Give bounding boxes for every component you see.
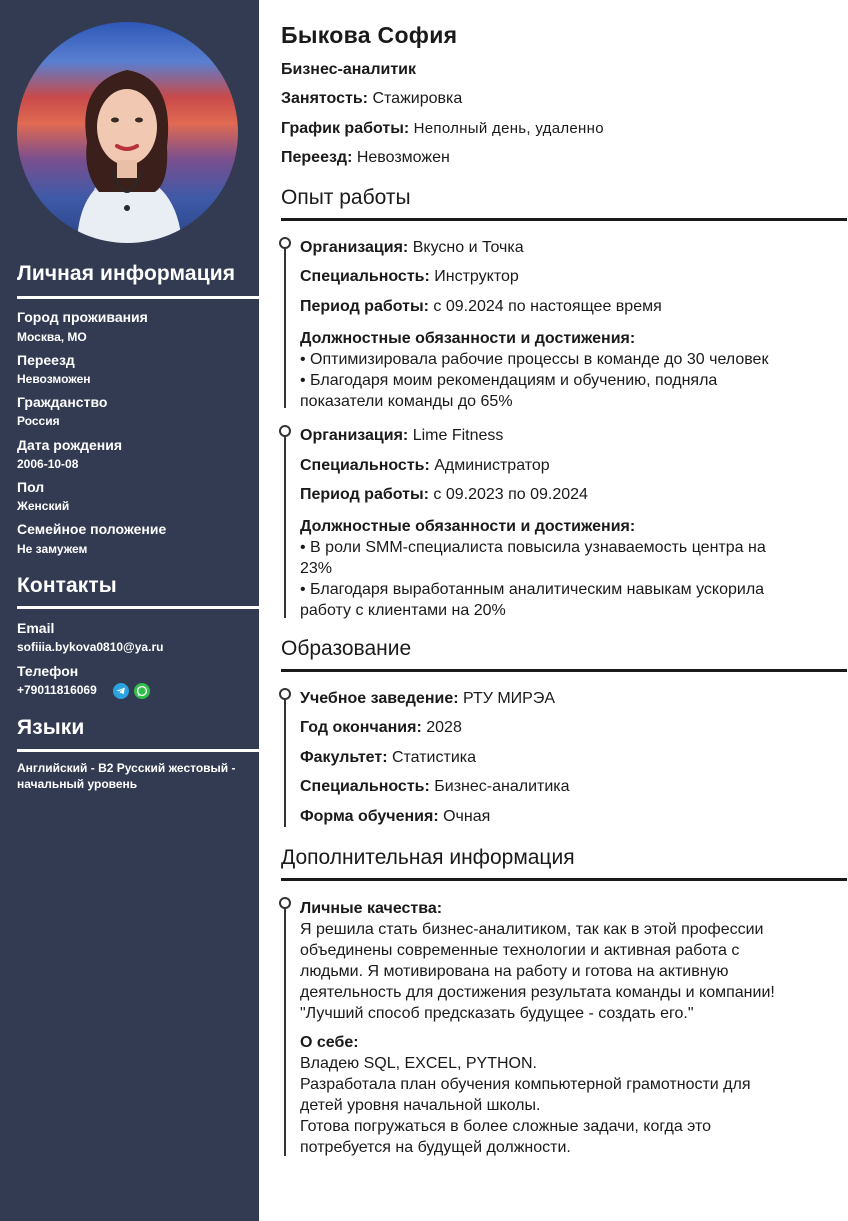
timeline-line bbox=[284, 244, 286, 408]
personal-qualities-line: объединены современные технологии и активная работа с bbox=[300, 942, 740, 959]
citizenship-value: Россия bbox=[17, 414, 60, 428]
email-label: Email bbox=[17, 620, 55, 636]
job-1-specialty-value: Инструктор bbox=[429, 268, 519, 285]
education-faculty-label: Факультет: bbox=[300, 749, 388, 766]
additional-divider bbox=[281, 878, 847, 881]
education-institution-value: РТУ МИРЭА bbox=[458, 690, 555, 707]
personal-info-divider bbox=[17, 296, 259, 299]
education-year-label: Год окончания: bbox=[300, 719, 422, 736]
about-me-line: детей уровня начальной школы. bbox=[300, 1097, 541, 1114]
education-faculty-value: Статистика bbox=[387, 749, 477, 766]
marital-value: Не замужем bbox=[17, 542, 88, 556]
relocation-label: Переезд: bbox=[281, 149, 353, 166]
job-1-duty-line: показатели команды до 65% bbox=[300, 393, 513, 410]
relocation-row bbox=[281, 149, 450, 167]
job-2-period-value: с 09.2023 по 09.2024 bbox=[428, 486, 588, 503]
education-form-value: Очная bbox=[438, 808, 491, 825]
employment-row bbox=[281, 90, 462, 108]
job-2-organization-value: Lime Fitness bbox=[408, 427, 504, 444]
relocation-value: Невозможен bbox=[352, 149, 450, 166]
timeline-dot bbox=[279, 237, 291, 249]
relocation-label: Переезд bbox=[17, 352, 75, 368]
candidate-name: Быкова София bbox=[281, 22, 458, 48]
job-2-duty-line: 23% bbox=[300, 560, 333, 577]
job-2-duty-line: • Благодаря выработанным аналитическим навыкам ускорила bbox=[300, 581, 765, 598]
languages-heading: Языки bbox=[17, 716, 85, 739]
education-institution bbox=[300, 690, 555, 708]
languages-text-line-1: Английский - B2 Русский жестовый - bbox=[17, 761, 236, 775]
education-year bbox=[300, 719, 462, 737]
job-1-duty-line: • Благодаря моим рекомендациям и обучению, подняла bbox=[300, 372, 718, 389]
contacts-heading: Контакты bbox=[17, 574, 117, 597]
job-2-duty-line: работу с клиентами на 20% bbox=[300, 602, 506, 619]
sidebar bbox=[0, 0, 259, 1221]
about-me-line: Готова погружаться в более сложные задачи, когда это bbox=[300, 1118, 712, 1135]
education-institution-label: Учебное заведение: bbox=[300, 690, 459, 707]
job-2-specialty-label: Специальность: bbox=[300, 457, 430, 474]
schedule-row bbox=[281, 120, 604, 138]
city-value: Москва, МО bbox=[17, 330, 87, 344]
timeline-line bbox=[284, 432, 286, 618]
timeline-line bbox=[284, 695, 286, 827]
portrait-illustration bbox=[17, 22, 238, 243]
job-1-specialty-label: Специальность: bbox=[300, 268, 430, 285]
email-link[interactable]: sofiiia.bykova0810@ya.ru bbox=[17, 640, 164, 654]
job-1-duties-label: Должностные обязанности и достижения: bbox=[300, 330, 636, 347]
marital-label: Семейное положение bbox=[17, 521, 167, 537]
schedule-value: Неполный день, удаленно bbox=[409, 120, 604, 137]
citizenship-label: Гражданство bbox=[17, 394, 108, 410]
education-heading: Образование bbox=[281, 637, 412, 660]
city-label: Город проживания bbox=[17, 309, 148, 325]
personal-info-heading: Личная информация bbox=[17, 262, 236, 285]
personal-qualities-line: деятельность для достижения результата команды и компании! bbox=[300, 984, 775, 1001]
about-me-line: потребуется на будущей должности. bbox=[300, 1139, 571, 1156]
timeline-line bbox=[284, 904, 286, 1156]
education-faculty bbox=[300, 749, 476, 767]
job-2-duties bbox=[300, 516, 766, 621]
timeline-dot bbox=[279, 425, 291, 437]
personal-qualities-line: Я решила стать бизнес-аналитиком, так как в этой профессии bbox=[300, 921, 764, 938]
profile-photo bbox=[17, 22, 238, 243]
job-1-organization-label: Организация: bbox=[300, 239, 409, 256]
experience-divider bbox=[281, 218, 847, 221]
job-2-duty-line: • В роли SMM-специалиста повысила узнаваемость центра на bbox=[300, 539, 766, 556]
job-2-period bbox=[300, 486, 588, 504]
employment-label: Занятость: bbox=[281, 90, 369, 107]
phone-link[interactable]: +79011816069 bbox=[17, 683, 97, 697]
telegram-icon[interactable] bbox=[113, 683, 129, 699]
job-2-specialty-value: Администратор bbox=[429, 457, 550, 474]
job-2-organization-label: Организация: bbox=[300, 427, 409, 444]
job-1-period-label: Период работы: bbox=[300, 298, 429, 315]
phone-label: Телефон bbox=[17, 663, 79, 679]
personal-qualities-line: людьми. Я мотивирована на работу и готова на активную bbox=[300, 963, 729, 980]
job-2-period-label: Период работы: bbox=[300, 486, 429, 503]
job-1-duty-line: • Оптимизировала рабочие процессы в команде до 30 человек bbox=[300, 351, 769, 368]
job-1-specialty bbox=[300, 268, 519, 286]
personal-qualities-label: Личные качества: bbox=[300, 900, 443, 917]
education-specialty-label: Специальность: bbox=[300, 778, 430, 795]
timeline-dot bbox=[279, 688, 291, 700]
about-me bbox=[300, 1032, 751, 1158]
about-me-label: О себе: bbox=[300, 1034, 359, 1051]
about-me-line: Владею SQL, EXCEL, PYTHON. bbox=[300, 1055, 537, 1072]
job-1-organization-value: Вкусно и Точка bbox=[408, 239, 524, 256]
education-specialty bbox=[300, 778, 570, 796]
personal-qualities bbox=[300, 898, 775, 1024]
birthdate-value: 2006-10-08 bbox=[17, 457, 79, 471]
about-me-line: Разработала план обучения компьютерной грамотности для bbox=[300, 1076, 751, 1093]
gender-value: Женский bbox=[17, 499, 70, 513]
contacts-divider bbox=[17, 606, 259, 609]
education-form-label: Форма обучения: bbox=[300, 808, 439, 825]
education-form bbox=[300, 808, 490, 826]
job-2-specialty bbox=[300, 457, 550, 475]
position-title: Бизнес-аналитик bbox=[281, 61, 417, 78]
employment-value: Стажировка bbox=[368, 90, 463, 107]
whatsapp-icon[interactable] bbox=[134, 683, 150, 699]
languages-text-line-2: начальный уровень bbox=[17, 777, 138, 791]
job-2-duties-label: Должностные обязанности и достижения: bbox=[300, 518, 636, 535]
relocation-value: Невозможен bbox=[17, 372, 91, 386]
additional-heading: Дополнительная информация bbox=[281, 846, 575, 869]
education-specialty-value: Бизнес-аналитика bbox=[429, 778, 570, 795]
experience-heading: Опыт работы bbox=[281, 186, 411, 209]
job-1-duties bbox=[300, 328, 768, 412]
job-1-period bbox=[300, 298, 662, 316]
birthdate-label: Дата рождения bbox=[17, 437, 123, 453]
personal-qualities-line: "Лучший способ предсказать будущее - создать его." bbox=[300, 1005, 694, 1022]
languages-divider bbox=[17, 749, 259, 752]
schedule-label: График работы: bbox=[281, 120, 410, 137]
education-year-value: 2028 bbox=[421, 719, 462, 736]
education-divider bbox=[281, 669, 847, 672]
job-1-period-value: с 09.2024 по настоящее время bbox=[428, 298, 662, 315]
job-2-organization bbox=[300, 427, 503, 445]
job-1-organization bbox=[300, 239, 524, 257]
gender-label: Пол bbox=[17, 479, 45, 495]
timeline-dot bbox=[279, 897, 291, 909]
